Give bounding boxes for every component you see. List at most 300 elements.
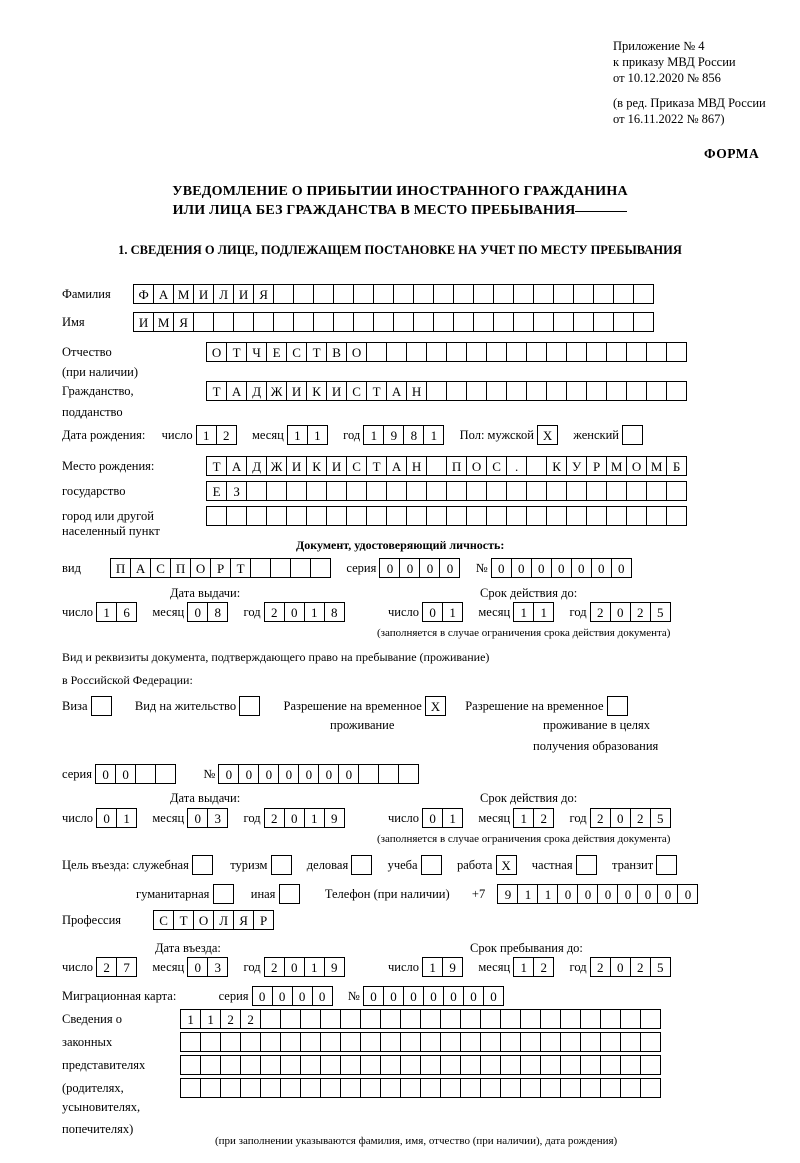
permit-valid-month-input[interactable]: [513, 808, 553, 828]
char-cell[interactable]: 2: [533, 957, 554, 977]
char-cell[interactable]: [320, 1078, 341, 1098]
char-cell[interactable]: 1: [517, 884, 538, 904]
permit-number-input[interactable]: [218, 764, 418, 784]
char-cell[interactable]: М: [173, 284, 194, 304]
char-cell[interactable]: 5: [650, 957, 671, 977]
char-cell[interactable]: 9: [442, 957, 463, 977]
char-cell[interactable]: [500, 1078, 521, 1098]
char-cell[interactable]: [546, 506, 567, 526]
doc-issue-year-input[interactable]: [264, 602, 344, 622]
char-cell[interactable]: [420, 1009, 441, 1029]
char-cell[interactable]: А: [226, 456, 247, 476]
char-cell[interactable]: М: [646, 456, 667, 476]
char-cell[interactable]: 1: [442, 808, 463, 828]
char-cell[interactable]: [620, 1009, 641, 1029]
char-cell[interactable]: [393, 284, 414, 304]
char-cell[interactable]: [446, 381, 467, 401]
char-cell[interactable]: [180, 1055, 201, 1075]
char-cell[interactable]: Т: [206, 381, 227, 401]
purpose-private-checkbox[interactable]: [576, 855, 596, 875]
char-cell[interactable]: 1: [304, 602, 325, 622]
char-cell[interactable]: 5: [650, 602, 671, 622]
char-cell[interactable]: [640, 1078, 661, 1098]
char-cell[interactable]: И: [133, 312, 154, 332]
char-cell[interactable]: [466, 381, 487, 401]
char-cell[interactable]: Т: [366, 456, 387, 476]
char-cell[interactable]: 0: [187, 808, 208, 828]
char-cell[interactable]: [226, 506, 247, 526]
char-cell[interactable]: [646, 506, 667, 526]
char-cell[interactable]: 1: [200, 1009, 221, 1029]
char-cell[interactable]: 1: [307, 425, 328, 445]
doc-valid-day-input[interactable]: [422, 602, 462, 622]
char-cell[interactable]: [200, 1078, 221, 1098]
char-cell[interactable]: 0: [284, 808, 305, 828]
char-cell[interactable]: 0: [284, 602, 305, 622]
char-cell[interactable]: [626, 506, 647, 526]
char-cell[interactable]: П: [170, 558, 191, 578]
char-cell[interactable]: [593, 312, 614, 332]
char-cell[interactable]: [656, 855, 677, 875]
char-cell[interactable]: 0: [379, 558, 400, 578]
char-cell[interactable]: Т: [366, 381, 387, 401]
char-cell[interactable]: [280, 1055, 301, 1075]
char-cell[interactable]: 0: [511, 558, 532, 578]
char-cell[interactable]: [220, 1078, 241, 1098]
char-cell[interactable]: 2: [220, 1009, 241, 1029]
char-cell[interactable]: 1: [513, 957, 534, 977]
char-cell[interactable]: 0: [617, 884, 638, 904]
char-cell[interactable]: [420, 1055, 441, 1075]
char-cell[interactable]: [280, 1009, 301, 1029]
char-cell[interactable]: [233, 312, 254, 332]
doc-series-input[interactable]: [379, 558, 459, 578]
entry-year-input[interactable]: [264, 957, 344, 977]
char-cell[interactable]: 1: [533, 602, 554, 622]
char-cell[interactable]: 0: [443, 986, 464, 1006]
char-cell[interactable]: [500, 1055, 521, 1075]
char-cell[interactable]: [620, 1055, 641, 1075]
char-cell[interactable]: [326, 481, 347, 501]
char-cell[interactable]: [426, 456, 447, 476]
char-cell[interactable]: [493, 312, 514, 332]
char-cell[interactable]: 0: [463, 986, 484, 1006]
char-cell[interactable]: 0: [238, 764, 259, 784]
char-cell[interactable]: О: [206, 342, 227, 362]
char-cell[interactable]: [400, 1055, 421, 1075]
char-cell[interactable]: [346, 506, 367, 526]
char-cell[interactable]: Н: [406, 456, 427, 476]
sex-male-checkbox[interactable]: [537, 425, 557, 445]
char-cell[interactable]: [386, 506, 407, 526]
char-cell[interactable]: [566, 381, 587, 401]
char-cell[interactable]: 3: [207, 808, 228, 828]
char-cell[interactable]: [340, 1078, 361, 1098]
char-cell[interactable]: [540, 1032, 561, 1052]
char-cell[interactable]: [640, 1032, 661, 1052]
char-cell[interactable]: [540, 1055, 561, 1075]
doc-issue-day-input[interactable]: [96, 602, 136, 622]
char-cell[interactable]: [373, 284, 394, 304]
char-cell[interactable]: [280, 1032, 301, 1052]
char-cell[interactable]: [446, 481, 467, 501]
char-cell[interactable]: [526, 481, 547, 501]
char-cell[interactable]: [333, 284, 354, 304]
stay-year-input[interactable]: [590, 957, 670, 977]
char-cell[interactable]: [493, 284, 514, 304]
char-cell[interactable]: К: [306, 381, 327, 401]
char-cell[interactable]: О: [466, 456, 487, 476]
char-cell[interactable]: [386, 342, 407, 362]
char-cell[interactable]: [246, 481, 267, 501]
char-cell[interactable]: 0: [284, 957, 305, 977]
char-cell[interactable]: И: [286, 456, 307, 476]
char-cell[interactable]: [526, 456, 547, 476]
citizenship-input[interactable]: [206, 381, 686, 401]
char-cell[interactable]: [586, 481, 607, 501]
char-cell[interactable]: 5: [650, 808, 671, 828]
char-cell[interactable]: [266, 506, 287, 526]
char-cell[interactable]: 2: [630, 602, 651, 622]
char-cell[interactable]: 0: [591, 558, 612, 578]
char-cell[interactable]: 0: [115, 764, 136, 784]
char-cell[interactable]: [426, 481, 447, 501]
char-cell[interactable]: 1: [422, 957, 443, 977]
char-cell[interactable]: 0: [423, 986, 444, 1006]
char-cell[interactable]: [640, 1009, 661, 1029]
char-cell[interactable]: [586, 342, 607, 362]
char-cell[interactable]: [273, 284, 294, 304]
char-cell[interactable]: [253, 312, 274, 332]
char-cell[interactable]: 0: [96, 808, 117, 828]
char-cell[interactable]: [546, 381, 567, 401]
char-cell[interactable]: 1: [304, 808, 325, 828]
char-cell[interactable]: [613, 284, 634, 304]
char-cell[interactable]: 0: [483, 986, 504, 1006]
char-cell[interactable]: Е: [266, 342, 287, 362]
phone-input[interactable]: [497, 884, 697, 904]
char-cell[interactable]: 0: [218, 764, 239, 784]
char-cell[interactable]: Л: [213, 910, 234, 930]
char-cell[interactable]: [380, 1078, 401, 1098]
char-cell[interactable]: [466, 342, 487, 362]
char-cell[interactable]: [526, 381, 547, 401]
char-cell[interactable]: [526, 342, 547, 362]
char-cell[interactable]: [622, 425, 643, 445]
char-cell[interactable]: О: [626, 456, 647, 476]
char-cell[interactable]: [260, 1055, 281, 1075]
char-cell[interactable]: [286, 506, 307, 526]
char-cell[interactable]: [626, 342, 647, 362]
char-cell[interactable]: [553, 312, 574, 332]
char-cell[interactable]: [340, 1009, 361, 1029]
char-cell[interactable]: 0: [272, 986, 293, 1006]
edu-residence-checkbox[interactable]: [607, 696, 627, 716]
char-cell[interactable]: [520, 1032, 541, 1052]
char-cell[interactable]: [666, 481, 687, 501]
char-cell[interactable]: [400, 1032, 421, 1052]
char-cell[interactable]: 8: [324, 602, 345, 622]
char-cell[interactable]: Я: [233, 910, 254, 930]
purpose-transit-checkbox[interactable]: [656, 855, 676, 875]
char-cell[interactable]: [213, 312, 234, 332]
char-cell[interactable]: [640, 1055, 661, 1075]
purpose-work-checkbox[interactable]: [496, 855, 516, 875]
char-cell[interactable]: 7: [116, 957, 137, 977]
char-cell[interactable]: [600, 1078, 621, 1098]
char-cell[interactable]: [446, 506, 467, 526]
char-cell[interactable]: 0: [422, 808, 443, 828]
migration-series-input[interactable]: [252, 986, 332, 1006]
char-cell[interactable]: 9: [324, 957, 345, 977]
char-cell[interactable]: [606, 481, 627, 501]
temp-residence-checkbox[interactable]: [425, 696, 445, 716]
char-cell[interactable]: [360, 1078, 381, 1098]
char-cell[interactable]: [553, 284, 574, 304]
char-cell[interactable]: 0: [577, 884, 598, 904]
purpose-humanitarian-checkbox[interactable]: [213, 884, 233, 904]
char-cell[interactable]: 0: [363, 986, 384, 1006]
char-cell[interactable]: М: [153, 312, 174, 332]
char-cell[interactable]: 1: [363, 425, 384, 445]
char-cell[interactable]: [446, 342, 467, 362]
char-cell[interactable]: 1: [304, 957, 325, 977]
char-cell[interactable]: 1: [513, 602, 534, 622]
char-cell[interactable]: [626, 481, 647, 501]
char-cell[interactable]: [380, 1032, 401, 1052]
char-cell[interactable]: 2: [533, 808, 554, 828]
char-cell[interactable]: [580, 1078, 601, 1098]
char-cell[interactable]: [480, 1055, 501, 1075]
char-cell[interactable]: 8: [403, 425, 424, 445]
char-cell[interactable]: 0: [278, 764, 299, 784]
char-cell[interactable]: [366, 481, 387, 501]
char-cell[interactable]: [600, 1009, 621, 1029]
char-cell[interactable]: [326, 506, 347, 526]
char-cell[interactable]: 0: [597, 884, 618, 904]
char-cell[interactable]: 0: [419, 558, 440, 578]
char-cell[interactable]: 0: [610, 808, 631, 828]
char-cell[interactable]: 2: [240, 1009, 261, 1029]
char-cell[interactable]: Х: [496, 855, 517, 875]
char-cell[interactable]: [360, 1055, 381, 1075]
char-cell[interactable]: 2: [264, 602, 285, 622]
char-cell[interactable]: [360, 1009, 381, 1029]
char-cell[interactable]: 0: [637, 884, 658, 904]
char-cell[interactable]: [421, 855, 442, 875]
char-cell[interactable]: Т: [230, 558, 251, 578]
char-cell[interactable]: О: [346, 342, 367, 362]
char-cell[interactable]: [633, 312, 654, 332]
migration-number-input[interactable]: [363, 986, 503, 1006]
char-cell[interactable]: [386, 481, 407, 501]
char-cell[interactable]: [340, 1032, 361, 1052]
char-cell[interactable]: [306, 506, 327, 526]
char-cell[interactable]: [286, 481, 307, 501]
char-cell[interactable]: [540, 1078, 561, 1098]
char-cell[interactable]: [310, 558, 331, 578]
char-cell[interactable]: [240, 1078, 261, 1098]
char-cell[interactable]: Д: [246, 456, 267, 476]
char-cell[interactable]: [300, 1009, 321, 1029]
char-cell[interactable]: [440, 1055, 461, 1075]
char-cell[interactable]: [213, 884, 234, 904]
char-cell[interactable]: [566, 481, 587, 501]
residence-checkbox[interactable]: [239, 696, 259, 716]
char-cell[interactable]: Х: [537, 425, 558, 445]
char-cell[interactable]: 0: [292, 986, 313, 1006]
char-cell[interactable]: [420, 1078, 441, 1098]
char-cell[interactable]: [313, 312, 334, 332]
char-cell[interactable]: [460, 1032, 481, 1052]
char-cell[interactable]: С: [346, 456, 367, 476]
char-cell[interactable]: К: [546, 456, 567, 476]
char-cell[interactable]: [200, 1055, 221, 1075]
char-cell[interactable]: [466, 506, 487, 526]
char-cell[interactable]: [340, 1055, 361, 1075]
char-cell[interactable]: 0: [383, 986, 404, 1006]
char-cell[interactable]: 0: [318, 764, 339, 784]
char-cell[interactable]: Ч: [246, 342, 267, 362]
char-cell[interactable]: П: [446, 456, 467, 476]
surname-input[interactable]: [133, 284, 653, 304]
permit-valid-day-input[interactable]: [422, 808, 462, 828]
char-cell[interactable]: [426, 381, 447, 401]
char-cell[interactable]: [566, 342, 587, 362]
char-cell[interactable]: [433, 284, 454, 304]
char-cell[interactable]: [192, 855, 213, 875]
char-cell[interactable]: 2: [264, 957, 285, 977]
birthplace-input-row-1[interactable]: [206, 456, 686, 476]
char-cell[interactable]: [600, 1032, 621, 1052]
char-cell[interactable]: [506, 381, 527, 401]
char-cell[interactable]: 0: [657, 884, 678, 904]
char-cell[interactable]: 2: [216, 425, 237, 445]
char-cell[interactable]: [546, 481, 567, 501]
char-cell[interactable]: 0: [571, 558, 592, 578]
visa-checkbox[interactable]: [91, 696, 111, 716]
char-cell[interactable]: 0: [338, 764, 359, 784]
legal-rep-input-row-1[interactable]: [180, 1009, 660, 1029]
char-cell[interactable]: И: [326, 381, 347, 401]
char-cell[interactable]: [250, 558, 271, 578]
char-cell[interactable]: [260, 1078, 281, 1098]
char-cell[interactable]: [351, 855, 372, 875]
char-cell[interactable]: 0: [491, 558, 512, 578]
char-cell[interactable]: 0: [677, 884, 698, 904]
char-cell[interactable]: О: [193, 910, 214, 930]
doc-type-input[interactable]: [110, 558, 330, 578]
char-cell[interactable]: [580, 1055, 601, 1075]
char-cell[interactable]: 0: [439, 558, 460, 578]
char-cell[interactable]: [393, 312, 414, 332]
entry-day-input[interactable]: [96, 957, 136, 977]
char-cell[interactable]: А: [386, 456, 407, 476]
permit-issue-year-input[interactable]: [264, 808, 344, 828]
char-cell[interactable]: [260, 1032, 281, 1052]
char-cell[interactable]: Д: [246, 381, 267, 401]
char-cell[interactable]: [293, 284, 314, 304]
char-cell[interactable]: 0: [403, 986, 424, 1006]
char-cell[interactable]: [220, 1032, 241, 1052]
char-cell[interactable]: [560, 1078, 581, 1098]
char-cell[interactable]: [480, 1078, 501, 1098]
char-cell[interactable]: [480, 1032, 501, 1052]
char-cell[interactable]: 8: [207, 602, 228, 622]
char-cell[interactable]: [366, 342, 387, 362]
char-cell[interactable]: [473, 284, 494, 304]
char-cell[interactable]: Х: [425, 696, 446, 716]
char-cell[interactable]: [378, 764, 399, 784]
purpose-other-checkbox[interactable]: [279, 884, 299, 904]
char-cell[interactable]: [220, 1055, 241, 1075]
char-cell[interactable]: .: [506, 456, 527, 476]
char-cell[interactable]: 0: [258, 764, 279, 784]
birthplace-input-row-3[interactable]: [206, 506, 686, 526]
char-cell[interactable]: И: [326, 456, 347, 476]
char-cell[interactable]: 1: [423, 425, 444, 445]
char-cell[interactable]: 2: [264, 808, 285, 828]
char-cell[interactable]: [546, 342, 567, 362]
char-cell[interactable]: 1: [442, 602, 463, 622]
char-cell[interactable]: 2: [96, 957, 117, 977]
char-cell[interactable]: [273, 312, 294, 332]
char-cell[interactable]: М: [606, 456, 627, 476]
char-cell[interactable]: [380, 1009, 401, 1029]
permit-issue-day-input[interactable]: [96, 808, 136, 828]
purpose-service-checkbox[interactable]: [192, 855, 212, 875]
char-cell[interactable]: С: [346, 381, 367, 401]
char-cell[interactable]: 0: [399, 558, 420, 578]
char-cell[interactable]: [313, 284, 334, 304]
char-cell[interactable]: [300, 1078, 321, 1098]
char-cell[interactable]: [440, 1032, 461, 1052]
char-cell[interactable]: [573, 312, 594, 332]
char-cell[interactable]: [358, 764, 379, 784]
char-cell[interactable]: [613, 312, 634, 332]
char-cell[interactable]: 2: [590, 957, 611, 977]
char-cell[interactable]: [606, 342, 627, 362]
char-cell[interactable]: [279, 884, 300, 904]
char-cell[interactable]: 3: [207, 957, 228, 977]
char-cell[interactable]: [620, 1078, 641, 1098]
char-cell[interactable]: З: [226, 481, 247, 501]
char-cell[interactable]: 1: [513, 808, 534, 828]
char-cell[interactable]: 2: [630, 957, 651, 977]
char-cell[interactable]: [513, 284, 534, 304]
purpose-business-checkbox[interactable]: [351, 855, 371, 875]
char-cell[interactable]: А: [386, 381, 407, 401]
char-cell[interactable]: 0: [557, 884, 578, 904]
char-cell[interactable]: [353, 312, 374, 332]
char-cell[interactable]: И: [233, 284, 254, 304]
birth-month-input[interactable]: [287, 425, 327, 445]
char-cell[interactable]: 0: [610, 602, 631, 622]
char-cell[interactable]: 1: [96, 602, 117, 622]
permit-issue-month-input[interactable]: [187, 808, 227, 828]
birth-day-input[interactable]: [196, 425, 236, 445]
char-cell[interactable]: [513, 312, 534, 332]
char-cell[interactable]: [500, 1032, 521, 1052]
char-cell[interactable]: [526, 506, 547, 526]
char-cell[interactable]: [466, 481, 487, 501]
sex-female-checkbox[interactable]: [622, 425, 642, 445]
char-cell[interactable]: [646, 381, 667, 401]
char-cell[interactable]: [626, 381, 647, 401]
char-cell[interactable]: 1: [116, 808, 137, 828]
char-cell[interactable]: [580, 1032, 601, 1052]
char-cell[interactable]: [580, 1009, 601, 1029]
